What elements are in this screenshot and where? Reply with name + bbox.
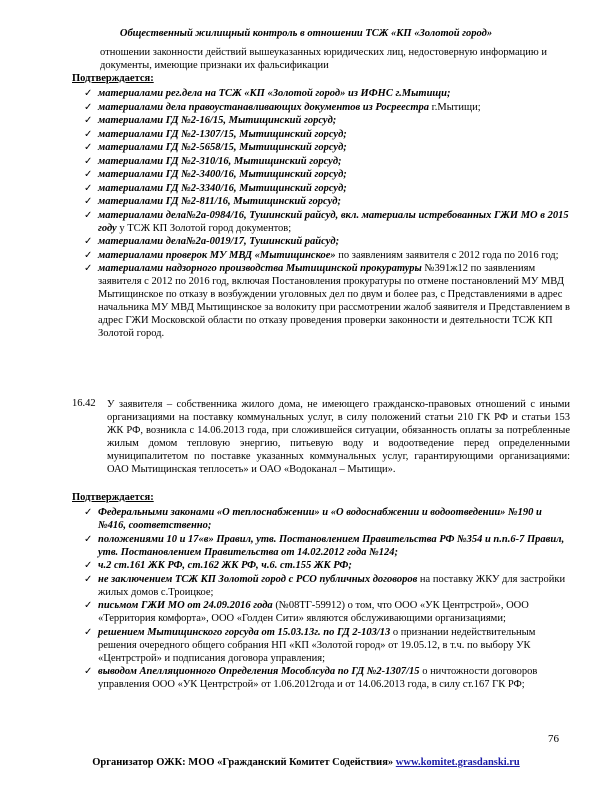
list-item — [84, 128, 570, 141]
list-item — [84, 114, 570, 127]
list-item — [84, 262, 570, 340]
checkmark-icon: ✓ — [84, 263, 93, 274]
section-number: 16.42 — [72, 398, 96, 409]
list-item-emphasis: материалами ГД №2-1307/15, Мытищинский горсуд; — [98, 128, 347, 140]
checkmark-icon: ✓ — [84, 101, 93, 113]
list-item — [84, 573, 570, 599]
list-item-emphasis: положениями 10 и 17«в» Правил, утв. Постановлением Правительства РФ №354 и п.п.6-7 Правил, утв. Постановлением Правительства от 14.02.2012 года №124; — [98, 533, 565, 558]
list-item-emphasis: не заключением ТСЖ КП Золотой город с РСО публичных договоров — [98, 573, 418, 585]
page-footer — [0, 757, 612, 768]
list-item — [84, 155, 570, 168]
checkmark-icon: ✓ — [84, 169, 93, 180]
list-item-emphasis: материалами ГД №2-811/16, Мытищинский горсуд; — [98, 196, 341, 207]
checkmark-icon: ✓ — [84, 196, 93, 207]
list-item — [84, 559, 570, 572]
checkmark-icon: ✓ — [84, 507, 93, 518]
checkmark-icon: ✓ — [84, 560, 93, 571]
list-item-emphasis: решением Мытищинского горсуда от 15.03.13г. по ГД 2-103/13 — [98, 626, 391, 638]
lead-paragraph: отношении законности действий вышеуказанных юридических лиц, недостоверную информацию и документы, имеющие признаки их фальсификации — [100, 47, 547, 71]
checkmark-icon: ✓ — [84, 88, 93, 99]
checkmark-icon: ✓ — [84, 626, 93, 638]
confirm-heading-1: Подтверждается: — [72, 73, 154, 84]
list-item-emphasis: материалами рег.дела на ТСЖ «КП «Золотой город» из ИФНС г.Мытищи; — [98, 88, 451, 99]
list-item — [84, 249, 570, 262]
list-item-emphasis: материалами дела правоустанавливающих документов из Росреестра — [98, 101, 430, 113]
list-item — [84, 182, 570, 195]
list-item — [84, 506, 570, 532]
list-item-text: у ТСЖ КП Золотой город документов; — [116, 222, 292, 234]
list-item-emphasis: материалами дела№2а-0019/17, Тушинский райсуд; — [98, 236, 340, 247]
footer-organizer-text: Организатор ОЖК: МОО «Гражданский Комитет Содействия» — [92, 757, 394, 768]
list-item-text: г.Мытищи; — [429, 101, 481, 113]
evidence-list-1 — [84, 87, 570, 341]
list-item — [84, 235, 570, 248]
list-item — [84, 626, 570, 665]
list-item-emphasis: материалами проверок МУ МВД «Мытищинское» — [98, 249, 336, 261]
page-number: 76 — [548, 733, 559, 745]
checkmark-icon: ✓ — [84, 666, 93, 677]
list-item-emphasis: материалами ГД №2-16/15, Мытищинский горсуд; — [98, 115, 337, 126]
list-item-text: о признании недействительным решения очередного общего собрания НП «КП «Золотой город» от 19.05.12, в т.ч. по выбору УК «Центрстрой» и подписания договора управления; — [98, 626, 536, 664]
checkmark-icon: ✓ — [84, 533, 93, 545]
list-item — [84, 168, 570, 181]
list-item-emphasis: письмом ГЖИ МО от 24.09.2016 года — [98, 600, 273, 611]
list-item-emphasis: материалами ГД №2-310/16, Мытищинский горсуд; — [98, 155, 342, 167]
list-item — [84, 533, 570, 559]
list-item-text: на поставку ЖКУ для застройки жилых домов с.Троицкое; — [98, 573, 566, 598]
list-item — [84, 195, 570, 208]
list-item-text: (№08ТГ-59912) о том, что ООО «УК Центрстрой», ООО «Территория комфорта», ООО «Голден Сити» являются обслуживающими организациями; — [98, 600, 529, 624]
checkmark-icon: ✓ — [84, 209, 93, 221]
checkmark-icon: ✓ — [84, 236, 93, 247]
list-item-text: по заявлениям заявителя с 2012 года по 2016 год; — [335, 249, 559, 261]
list-item — [84, 665, 570, 691]
list-item — [84, 141, 570, 154]
page-header-title: Общественный жилищный контроль в отношении ТСЖ «КП «Золотой город» — [119, 28, 493, 39]
list-item-emphasis: ч.2 ст.161 ЖК РФ, ст.162 ЖК РФ, ч.6. ст.155 ЖК РФ; — [98, 560, 352, 571]
footer-website-link[interactable]: www.komitet.grasdanski.ru — [395, 757, 520, 768]
checkmark-icon: ✓ — [84, 573, 93, 585]
list-item-emphasis: материалами ГД №2-5658/15, Мытищинский горсуд; — [98, 142, 347, 153]
checkmark-icon: ✓ — [84, 182, 93, 194]
list-item-emphasis: материалами ГД №2-3340/16, Мытищинский горсуд; — [98, 182, 347, 194]
confirm-heading-2: Подтверждается: — [72, 492, 154, 503]
checkmark-icon: ✓ — [84, 128, 93, 140]
list-item — [84, 599, 570, 625]
list-item-emphasis: материалами ГД №2-3400/16, Мытищинский горсуд; — [98, 169, 347, 180]
list-item-text: №391ж12 по заявлениям заявителя с 2012 по 2016 год, включая Постановления прокуратуры по отмене постановлений МУ МВД Мытищинское по отказу в возбуждении уголовных дел по двум и более раз, с Представлениями в адрес начальника МУ МВД Мытищинское за волокиту при рассмотрении жалоб заявителя и Представлением в адрес ГЖИ Московской области по отказу проведения проверки законности и деятельности ТСЖ КП Золотой город. — [98, 263, 570, 339]
list-item — [84, 87, 570, 100]
checkmark-icon: ✓ — [84, 249, 93, 261]
list-item — [84, 209, 570, 235]
checkmark-icon: ✓ — [84, 600, 93, 611]
list-item-emphasis: выводом Апелляционного Определения Мособлсуда по ГД №2-1307/15 — [98, 666, 420, 677]
list-item-emphasis: Федеральными законами «О теплоснабжении» и «О водоснабжении и водоотведении» №190 и №416, соответственно; — [98, 507, 542, 531]
list-item-emphasis: материалами надзорного производства Мытищинской прокуратуры — [98, 263, 422, 274]
list-item — [84, 101, 570, 114]
checkmark-icon: ✓ — [84, 115, 93, 126]
checkmark-icon: ✓ — [84, 142, 93, 153]
list-item-emphasis: материалами дела№2а-0984/16, Тушинский райсуд, вкл. материалы истребованных ГЖИ МО в 2015 году — [98, 209, 569, 234]
checkmark-icon: ✓ — [84, 155, 93, 167]
list-item-text: о ничтожности договоров управления ООО «УК Центрстрой» от 1.06.2012года и от 14.06.2013 года, в силу ст.167 ГК РФ; — [98, 666, 538, 690]
evidence-list-2 — [84, 506, 570, 692]
section-paragraph: У заявителя – собственника жилого дома, не имеющего гражданско-правовых отношений с иными организациями на поставку коммунальных услуг, в силу положений статьи 210 ГК РФ и статьи 153 ЖК РФ, возникла с 14.06.2013 года, при сложившейся ситуации, обязанность оплаты за потребленные жилым домом тепловую энергию, питьевую воду и водоотведение перед определенными муниципалитетом по поставке указанных коммунальных услуг, гарантирующими организациями: ОАО Мытищинская теплосеть» и ОАО «Водоканал – Мытищи». — [107, 399, 570, 475]
